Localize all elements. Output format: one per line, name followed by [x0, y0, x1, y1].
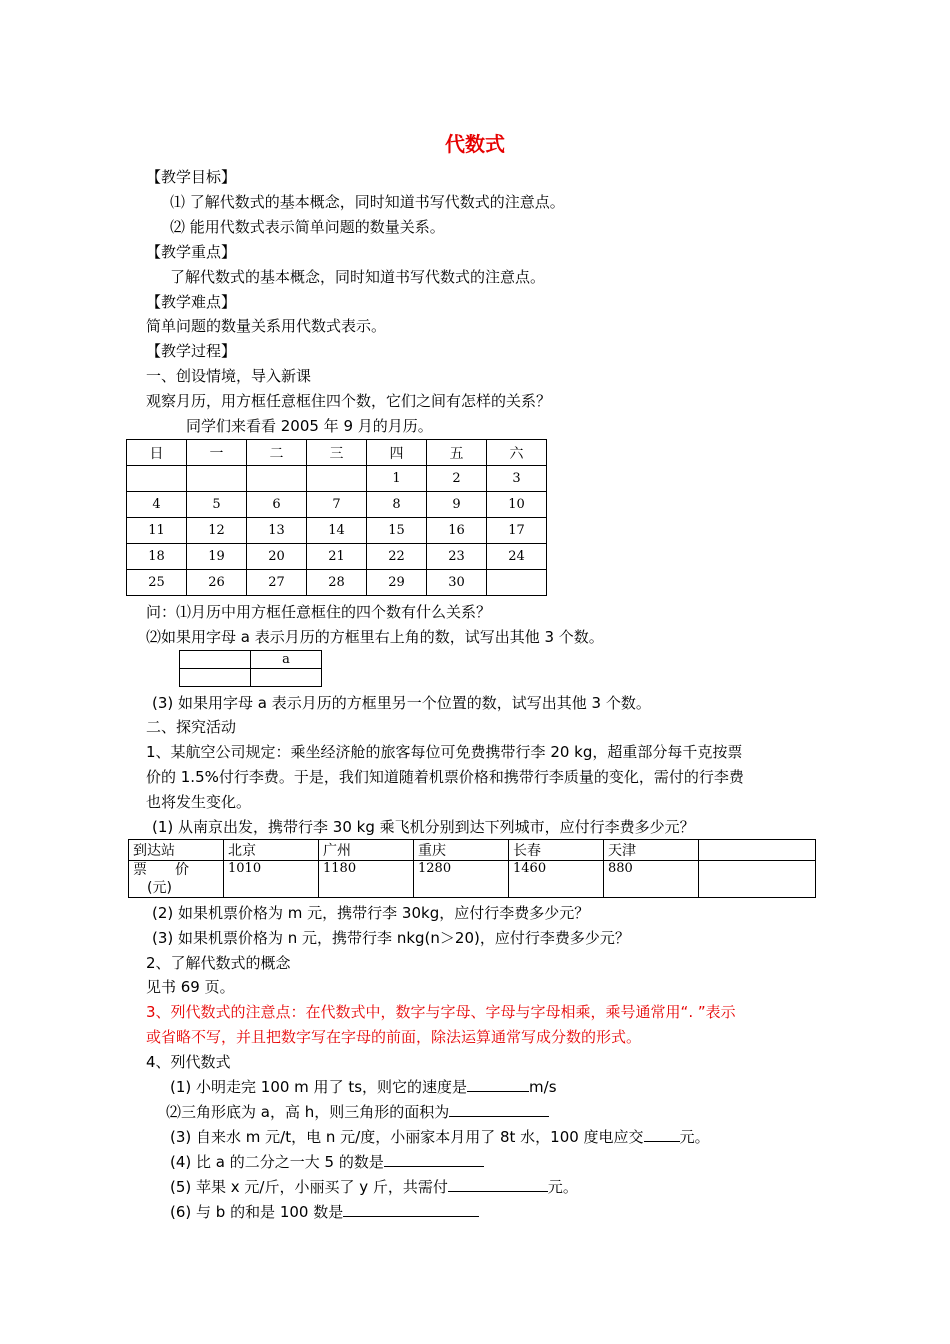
calendar-cell: 8 [367, 492, 427, 518]
exercise-3-unit: 元。 [679, 1128, 710, 1146]
frame-cell: a [251, 651, 322, 669]
calendar-cell: 19 [187, 544, 247, 570]
frame-cell [251, 669, 322, 687]
fare-header-cell: 到达站 [129, 840, 224, 861]
calendar-cell: 4 [127, 492, 187, 518]
calendar-cell: 2 [427, 466, 487, 492]
fare-value-cell: 1280 [414, 861, 509, 898]
calendar-cell: 10 [487, 492, 547, 518]
fare-header-cell: 广州 [319, 840, 414, 861]
calendar-cell: 1 [367, 466, 427, 492]
weekday-header: 一 [187, 440, 247, 466]
fare-value-cell: 1180 [319, 861, 414, 898]
fare-value-row [129, 861, 816, 898]
calendar-row [127, 544, 547, 570]
key-points-heading: 【教学重点】 [146, 243, 237, 261]
problem-1-question-2: (2) 如果机票价格为 m 元，携带行李 30kg，应付行李费多少元？ [152, 904, 590, 922]
difficulties-heading: 【教学难点】 [146, 293, 237, 311]
calendar-cell: 18 [127, 544, 187, 570]
calendar-cell: 15 [367, 518, 427, 544]
notes-line: 3、列代数式的注意点：在代数式中，数字与字母、字母与字母相乘，乘号通常用“. ”表示 [146, 1003, 736, 1021]
calendar-cell: 28 [307, 570, 367, 596]
process-heading: 【教学过程】 [146, 342, 237, 360]
calendar-cell: 24 [487, 544, 547, 570]
calendar-row [127, 570, 547, 596]
problem-4-heading: 4、列代数式 [146, 1053, 231, 1071]
fare-header-cell [699, 840, 816, 861]
weekday-header: 六 [487, 440, 547, 466]
exercise-4-text: (4) 比 a 的二分之一大 5 的数是 [170, 1153, 384, 1171]
calendar-cell: 22 [367, 544, 427, 570]
calendar-row [127, 466, 547, 492]
section-1-heading: 一、创设情境，导入新课 [146, 367, 312, 385]
difficulties-text: 简单问题的数量关系用代数式表示。 [146, 317, 387, 335]
problem-1-line: 价的 1.5%付行李费。于是，我们知道随着机票价格和携带行李质量的变化，需付的行李费 [146, 768, 744, 786]
exercise-5-unit: 元。 [547, 1178, 578, 1196]
answer-blank[interactable] [467, 1077, 529, 1092]
page-title: 代数式 [445, 132, 505, 156]
calendar-cell: 16 [427, 518, 487, 544]
problem-2-reference: 见书 69 页。 [146, 978, 235, 996]
exercise-6-text: (6) 与 b 的和是 100 数是 [170, 1203, 344, 1221]
fare-row-label [129, 861, 224, 898]
problem-1-question-1: (1) 从南京出发，携带行李 30 kg 乘飞机分别到达下列城市，应付行李费多少元？ [152, 818, 695, 836]
calendar-cell [247, 466, 307, 492]
exercise-4 [170, 1151, 484, 1173]
calendar-cell: 14 [307, 518, 367, 544]
calendar-row [127, 518, 547, 544]
weekday-header: 日 [127, 440, 187, 466]
calendar-cell: 27 [247, 570, 307, 596]
problem-1-line: 也将发生变化。 [146, 793, 252, 811]
calendar-cell: 20 [247, 544, 307, 570]
observe-text: 观察月历，用方框任意框住四个数，它们之间有怎样的关系？ [146, 392, 552, 410]
frame-cell [180, 669, 251, 687]
answer-blank[interactable] [448, 1177, 548, 1192]
calendar-cell: 3 [487, 466, 547, 492]
calendar-cell: 26 [187, 570, 247, 596]
question-3: (3) 如果用字母 a 表示月历的方框里另一个位置的数，试写出其他 3 个数。 [152, 694, 651, 712]
answer-blank[interactable] [343, 1202, 479, 1217]
calendar-cell: 12 [187, 518, 247, 544]
fare-table [128, 839, 816, 898]
fare-row-label-2: (元) [147, 880, 172, 896]
objectives-heading: 【教学目标】 [146, 168, 237, 186]
objective-item: ⑴ 了解代数式的基本概念，同时知道书写代数式的注意点。 [170, 193, 565, 211]
weekday-header: 四 [367, 440, 427, 466]
problem-1-question-3: (3) 如果机票价格为 n 元，携带行李 nkg(n＞20)，应付行李费多少元？ [152, 929, 630, 947]
frame-cell [180, 651, 251, 669]
section-2-heading: 二、探究活动 [146, 718, 237, 736]
answer-blank[interactable] [449, 1102, 549, 1117]
calendar-cell: 7 [307, 492, 367, 518]
calendar-row [127, 492, 547, 518]
exercise-1-text: (1) 小明走完 100 m 用了 ts，则它的速度是 [170, 1078, 468, 1096]
calendar-cell: 29 [367, 570, 427, 596]
calendar-cell [487, 570, 547, 596]
weekday-header: 五 [427, 440, 487, 466]
calendar-cell: 17 [487, 518, 547, 544]
key-points-text: 了解代数式的基本概念，同时知道书写代数式的注意点。 [170, 268, 546, 286]
calendar-header-row [127, 440, 547, 466]
weekday-header: 三 [307, 440, 367, 466]
exercise-1 [170, 1076, 557, 1098]
exercise-3 [170, 1126, 710, 1148]
calendar-cell: 6 [247, 492, 307, 518]
calendar-cell: 21 [307, 544, 367, 570]
exercise-2-text: ⑵三角形底为 a，高 h，则三角形的面积为 [166, 1103, 450, 1121]
fare-row-label-1: 票 价 [133, 862, 189, 878]
calendar-cell: 11 [127, 518, 187, 544]
question-2: ⑵如果用字母 a 表示月历的方框里右上角的数，试写出其他 3 个数。 [146, 628, 604, 646]
weekday-header: 二 [247, 440, 307, 466]
fare-header-cell: 天津 [604, 840, 699, 861]
calendar-cell: 9 [427, 492, 487, 518]
problem-1-line: 1、某航空公司规定：乘坐经济舱的旅客每位可免费携带行李 20 kg，超重部分每千克按票 [146, 743, 743, 761]
exercise-5 [170, 1176, 578, 1198]
calendar-intro: 同学们来看看 2005 年 9 月的月历。 [186, 417, 433, 435]
calendar-table [126, 439, 547, 596]
frame-table [179, 650, 322, 687]
notes-line: 或省略不写，并且把数字写在字母的前面，除法运算通常写成分数的形式。 [146, 1028, 642, 1046]
fare-value-cell: 1460 [509, 861, 604, 898]
calendar-cell [187, 466, 247, 492]
fare-header-cell: 北京 [224, 840, 319, 861]
calendar-cell [127, 466, 187, 492]
objective-item: ⑵ 能用代数式表示简单问题的数量关系。 [170, 218, 445, 236]
fare-value-cell: 1010 [224, 861, 319, 898]
exercise-2 [166, 1101, 549, 1123]
problem-2-heading: 2、了解代数式的概念 [146, 954, 291, 972]
fare-header-cell: 重庆 [414, 840, 509, 861]
calendar-cell: 5 [187, 492, 247, 518]
fare-header-row [129, 840, 816, 861]
calendar-cell: 13 [247, 518, 307, 544]
question-1: 问：⑴月历中用方框任意框住的四个数有什么关系？ [146, 603, 492, 621]
calendar-cell: 25 [127, 570, 187, 596]
exercise-1-unit: m/s [529, 1078, 557, 1096]
exercise-3-text: (3) 自来水 m 元/t，电 n 元/度，小丽家本月用了 8t 水，100 度电应交 [170, 1128, 644, 1146]
fare-value-cell [699, 861, 816, 898]
calendar-cell [307, 466, 367, 492]
answer-blank[interactable] [644, 1127, 680, 1142]
exercise-6 [170, 1201, 479, 1223]
calendar-cell: 23 [427, 544, 487, 570]
answer-blank[interactable] [384, 1152, 484, 1167]
fare-header-cell: 长春 [509, 840, 604, 861]
exercise-5-text: (5) 苹果 x 元/斤，小丽买了 y 斤，共需付 [170, 1178, 448, 1196]
fare-value-cell: 880 [604, 861, 699, 898]
calendar-cell: 30 [427, 570, 487, 596]
